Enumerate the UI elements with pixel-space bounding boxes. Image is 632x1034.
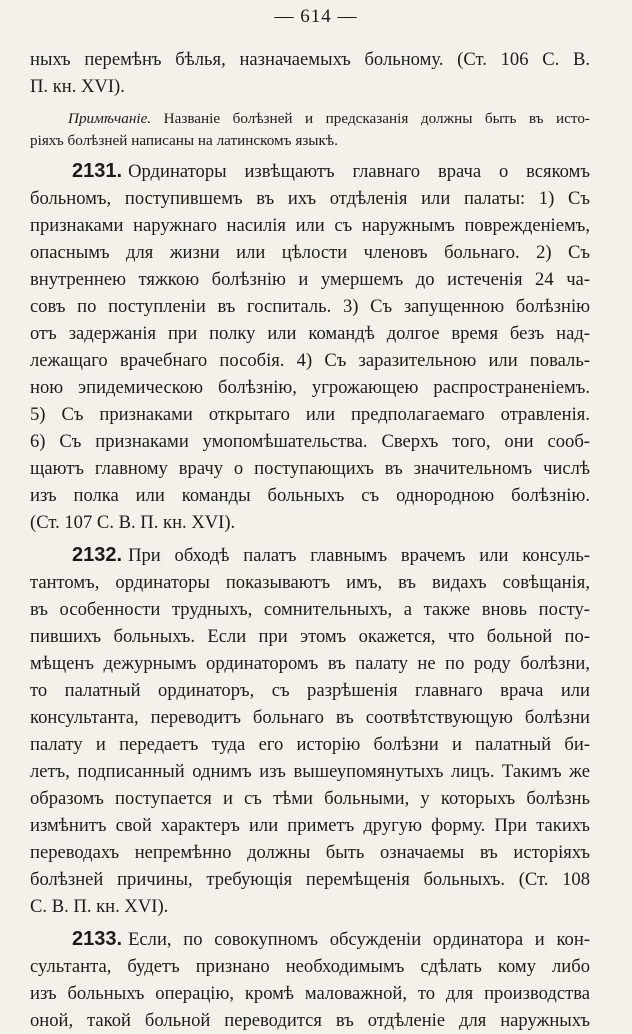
article-number: 2133. (72, 928, 123, 950)
text-line: мѣщенъ дежурнымъ ординаторомъ въ палату не по роду болѣзни, (30, 653, 590, 674)
article-first-line (30, 158, 590, 185)
text-line: сультанта, будетъ признано необходимымъ сдѣлать кому либо (30, 956, 590, 977)
text-line: признаками наружнаго насилія или съ наружнымъ поврежденіемъ, (30, 215, 590, 236)
text-line: пившихъ больныхъ. Если при этомъ окажется, что больной по- (30, 626, 590, 647)
article-text: Если, по совокупномъ обсужденіи ординатора и кон- (128, 929, 590, 950)
text-line: переводахъ непремѣнно должны быть означаемы въ исторіяхъ (30, 842, 590, 863)
note-text: Названіе болѣзней и предсказанія должны быть въ исто- (163, 110, 590, 127)
article-text: Ординаторы извѣщаютъ главнаго врача о всякомъ (128, 161, 590, 182)
article-2132 (30, 542, 590, 920)
text-line: изъ полка или команды больныхъ съ однородною болѣзнію. (30, 485, 590, 506)
text-line: П. кн. XVI). (30, 76, 125, 97)
text-line: совъ по поступленіи въ госпиталь. 3) Съ запущенною болѣзнію (30, 296, 590, 317)
text-line: ныхъ перемѣнъ бѣлья, назначаемыхъ больному. (Ст. 106 С. В. (30, 49, 590, 70)
text-line: въ особенности трудныхъ, сомнительныхъ, а также вновь посту- (30, 599, 590, 620)
intro-fragment (30, 46, 590, 100)
article-first-line (30, 926, 590, 953)
text-line: то палатный ординаторъ, съ разрѣшенія главнаго врача или (30, 680, 590, 701)
article-text: При обходѣ палатъ главнымъ врачемъ или консуль- (128, 545, 590, 566)
text-line: щаютъ главному врачу о поступающихъ въ значительномъ числѣ (30, 458, 590, 479)
text-line: палату и передаетъ туда его исторію болѣзни и палатный би- (30, 734, 590, 755)
text-line: измѣнитъ свой характеръ или приметъ другую форму. При такихъ (30, 815, 590, 836)
text-line: (Ст. 107 С. В. П. кн. XVI). (30, 512, 236, 533)
text-line: летъ, подписанный однимъ изъ вышеупомянутыхъ лицъ. Такимъ же (30, 761, 590, 782)
article-2131 (30, 158, 590, 536)
text-line: 6) Съ признаками умопомѣшательства. Сверхъ того, они сооб- (30, 431, 590, 452)
text-line: образомъ поступается и съ тѣми больными, у которыхъ болѣзнь (30, 788, 590, 809)
text-line: больномъ, поступившемъ въ ихъ отдѣленія или палаты: 1) Съ (30, 188, 590, 209)
article-2133 (30, 926, 590, 1034)
text-line: изъ больныхъ операцію, кромѣ маловажной, то для производства (30, 983, 590, 1004)
text-line: ною эпидемическою болѣзнію, угрожающею распространеніемъ. (30, 377, 590, 398)
document-body (30, 46, 590, 1034)
article-number: 2132. (72, 544, 123, 566)
text-line: внутреннею тяжкою болѣзнію и умершемъ до истеченія 24 ча- (30, 269, 590, 290)
note-label: Примѣчаніе. (68, 110, 152, 127)
text-line: болѣзней причины, требующія перемѣщенія больныхъ. (Ст. 108 (30, 869, 590, 890)
note-first-line (68, 108, 590, 130)
article-number: 2131. (72, 160, 123, 182)
text-line: опаснымъ для жизни или цѣлости членовъ больнаго. 2) Съ (30, 242, 590, 263)
text-line: отъ задержанія при полку или командѣ долгое время безъ над- (30, 323, 590, 344)
text-line: лежащаго врачебнаго пособія. 4) Съ заразительною или поваль- (30, 350, 590, 371)
text-line: 5) Съ признаками открытаго или предполагаемаго отравленія. (30, 404, 590, 425)
article-first-line (30, 542, 590, 569)
page-number: — 614 — (274, 6, 358, 27)
text-line: С. В. П. кн. XVI). (30, 896, 169, 917)
note-block (30, 108, 590, 152)
text-line: ріяхъ болѣзней написаны на латинскомъ языкѣ. (30, 132, 338, 149)
text-line: оной, такой больной переводится въ отдѣленіе для наружныхъ (30, 1010, 590, 1031)
text-line: тантомъ, ординаторы показываютъ имъ, въ видахъ совѣщанія, (30, 572, 590, 593)
text-line: консультанта, переводитъ больнаго въ соотвѣтствующую болѣзни (30, 707, 590, 728)
